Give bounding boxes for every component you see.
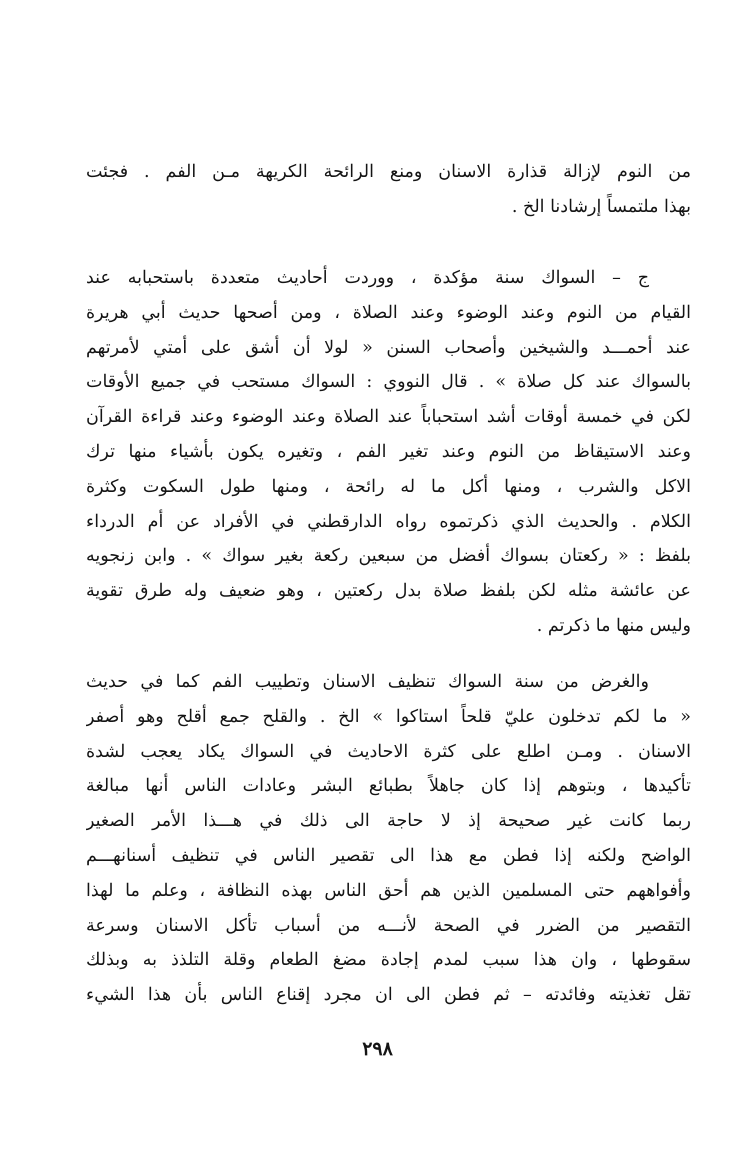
text-line: وأفواههم حتى المسلمين الذين هم أحق الناس بهذه النظافة ، وعلم ما لهذا — [86, 880, 691, 901]
paragraph-intro — [86, 155, 691, 225]
text-line: تأكيدها ، وبتوهم إذا كان جاهلاً بطبائع البشر وعادات الناس أنها مبالغة — [86, 776, 691, 797]
paragraph-section-jim — [86, 261, 691, 644]
text-line: الاسنان . ومـن اطلع على كثرة الاحاديث في السواك يكاد يعجب لشدة — [86, 741, 691, 762]
text-line: الاكل والشرب ، ومنها أكل ما له رائحة ، ومنها طول السكوت وكثرة — [86, 476, 691, 497]
text-line: وعند الاستيقاظ من النوم وعند تغير الفم ، وتغيره يكون بأشياء منها ترك — [86, 441, 691, 462]
text-line: عند أحمـــد والشيخين وأصحاب السنن « لولا أن أشق على أمتي لأمرتهم — [86, 337, 691, 358]
text-line: تقل تغذيته وفائدته – ثم فطن الى ان مجرد إقناع الناس بأن هذا الشيء — [86, 985, 691, 1006]
text-line: والغرض من سنة السواك تنظيف الاسنان وتطييب الفم كما في حديث — [86, 672, 649, 692]
text-line: القيام من النوم وعند الوضوء وعند الصلاة ، ومن أصحها حديث أبي هريرة — [86, 302, 691, 323]
text-line: « ما لكم تدخلون عليّ قلحاً استاكوا » الخ . والقلح جمع أقلح وهو أصفر — [86, 706, 691, 727]
paragraph-section-purpose — [86, 665, 691, 1013]
page-number: ٢٩٨ — [362, 1038, 393, 1060]
text-line: عن عائشة مثله لكن بلفظ صلاة بدل ركعتين ، وهو ضعيف وله طرق تقوية — [86, 581, 691, 602]
text-line: ربما كانت غير صحيحة إذ لا حاجة الى ذلك في هـــذا الأمر الصغير — [86, 811, 691, 832]
text-line: بهذا ملتمساً إرشادنا الخ . — [511, 196, 691, 217]
text-line: بالسواك عند كل صلاة » . قال النووي : السواك مستحب في جميع الأوقات — [86, 372, 691, 393]
text-line: بلفظ : « ركعتان بسواك أفضل من سبعين ركعة بغير سواك » . وابن زنجويه — [86, 546, 691, 567]
text-line: سقوطها ، وان هذا سبب لمدم إجادة مضغ الطعام وقلة التلذذ به وبذلك — [86, 950, 691, 971]
text-line: من النوم لإزالة قذارة الاسنان ومنع الرائحة الكريهة مـن الفم . فجئت — [86, 162, 691, 182]
text-line: الكلام . والحديث الذي ذكرتموه رواه الدارقطني في الأفراد عن أم الدرداء — [86, 511, 691, 532]
text-line: لكن في خمسة أوقات أشد استحباباً عند الصلاة وعند الوضوء وعند قراءة القرآن — [86, 407, 691, 428]
text-line: ج – السواك سنة مؤكدة ، ووردت أحاديث متعددة باستحبابه عند — [86, 268, 649, 288]
text-line: وليس منها ما ذكرتم . — [536, 615, 691, 636]
text-line: الواضح ولكنه إذا فطن مع هذا الى تقصير الناس في تنظيف أسنانهـــم — [86, 845, 691, 866]
text-line: التقصير من الضرر في الصحة لأنـــه من أسباب تأكل الاسنان وسرعة — [86, 915, 691, 936]
